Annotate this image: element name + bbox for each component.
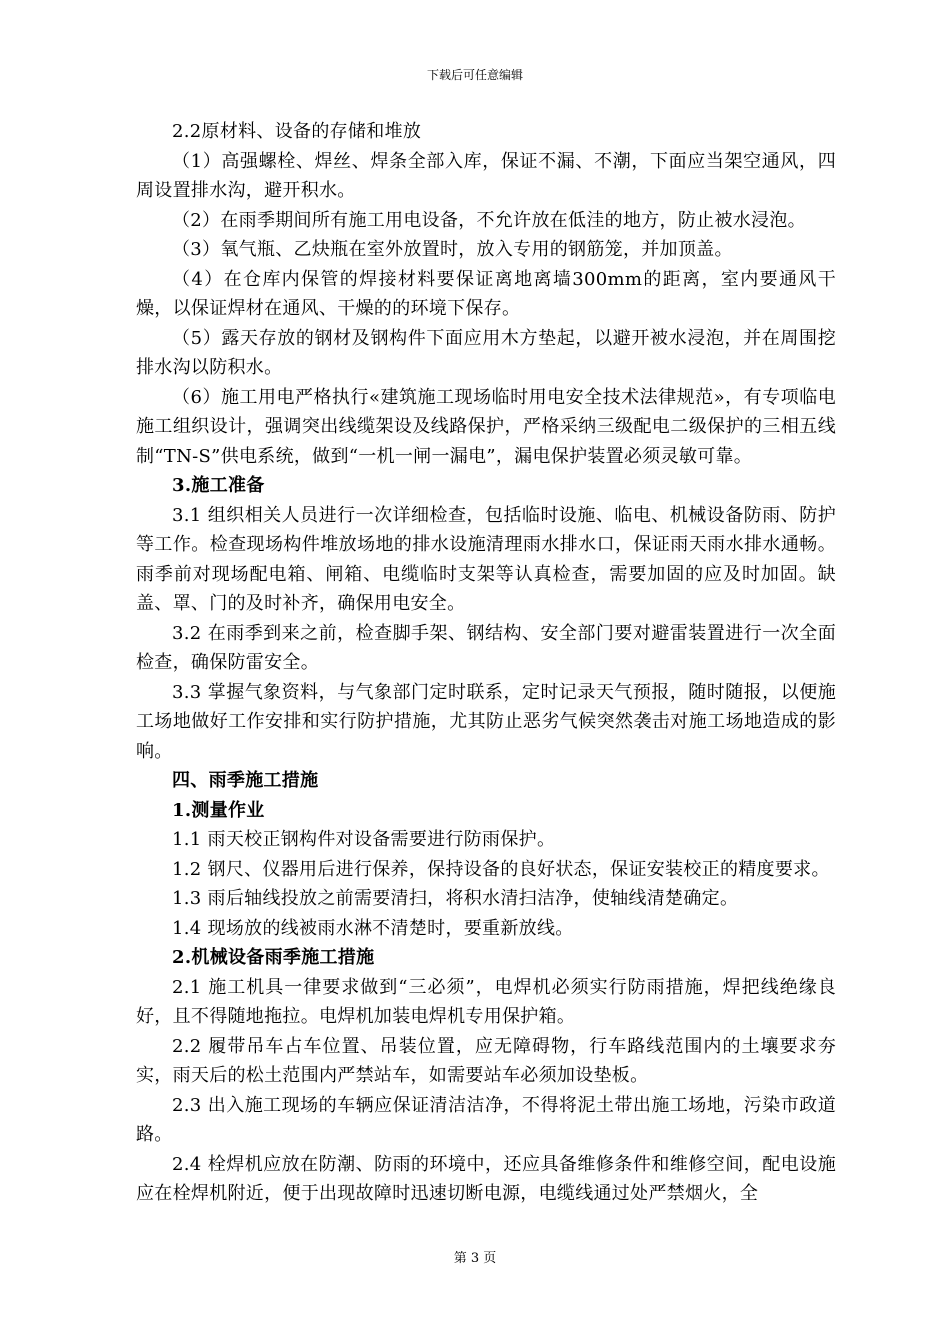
paragraph: 1.3 雨后轴线投放之前需要清扫，将积水清扫洁净，使轴线清楚确定。 bbox=[172, 888, 739, 909]
paragraph: （2）在雨季期间所有施工用电设备，不允许放在低洼的地方，防止被水浸泡。 bbox=[172, 209, 806, 231]
paragraph: 1.1 雨天校正钢构件对设备需要进行防雨保护。 bbox=[172, 829, 556, 850]
paragraph: 2.2原材料、设备的存储和堆放 bbox=[172, 121, 422, 142]
page-header: 下载后可任意编辑 bbox=[426, 68, 523, 82]
paragraph: 2.4 栓焊机应放在防潮、防雨的环境中，还应具备维修条件和维修空间，配电设施应在栓焊机附近，便于出现故障时迅速切断电源，电缆线通过处严禁烟火，全 bbox=[136, 1153, 836, 1204]
paragraph: 1.2 钢尺、仪器用后进行保养，保持设备的良好状态，保证安装校正的精度要求。 bbox=[172, 858, 830, 880]
paragraph: 3.2 在雨季到来之前，检查脚手架、钢结构、安全部门要对避雷装置进行一次全面检查，确保防雷安全。 bbox=[136, 622, 836, 673]
paragraph: （4）在仓库内保管的焊接材料要保证离地离墙300mm的距离，室内要通风干燥，以保证焊材在通风、干燥的的环境下保存。 bbox=[136, 268, 836, 319]
paragraph: 3.1 组织相关人员进行一次详细检查，包括临时设施、临电、机械设备防雨、防护等工作。检查现场构件堆放场地的排水设施清理雨水排水口，保证雨天雨水排水通畅。雨季前对现场配电箱、闸箱、电缆临时支架等认真检查，需要加固的应及时加固。缺盖、罩、门的及时补齐，确保用电安全。 bbox=[136, 504, 836, 614]
paragraph: 2.2 履带吊车占车位置、吊装位置，应无障碍物，行车路线范围内的土壤要求夯实，雨天后的松土范围内严禁站车，如需要站车必须加设垫板。 bbox=[136, 1035, 836, 1086]
paragraph: （3）氧气瓶、乙炔瓶在室外放置时，放入专用的钢筋笼，并加顶盖。 bbox=[172, 239, 733, 260]
section-heading: 2.机械设备雨季施工措施 bbox=[172, 947, 375, 968]
paragraph: 2.3 出入施工现场的车辆应保证清洁洁净，不得将泥土带出施工场地，污染市政道路。 bbox=[136, 1094, 836, 1145]
section-heading: 3.施工准备 bbox=[172, 475, 265, 496]
paragraph: 1.4 现场放的线被雨水淋不清楚时，要重新放线。 bbox=[172, 917, 574, 939]
paragraph: （5）露天存放的钢材及钢构件下面应用木方垫起，以避开被水浸泡，并在周围挖排水沟以防积水。 bbox=[136, 327, 836, 378]
section-heading: 四、雨季施工措施 bbox=[172, 770, 319, 791]
paragraph: （6）施工用电严格执行«建筑施工现场临时用电安全技术法律规范»，有专项临电施工组织设计，强调突出线缆架设及线路保护，严格采纳三级配电二级保护的三相五线制“TN-S”供电系统，做到“一机一闸一漏电”，漏电保护装置必须灵敏可靠。 bbox=[136, 386, 836, 467]
section-heading: 1.测量作业 bbox=[172, 799, 265, 821]
paragraph: 2.1 施工机具一律要求做到“三必须”，电焊机必须实行防雨措施，焊把线绝缘良好，且不得随地拖拉。电焊机加装电焊机专用保护箱。 bbox=[136, 976, 836, 1027]
page-footer: 第 3 页 bbox=[453, 1251, 497, 1266]
paragraph: 3.3 掌握气象资料，与气象部门定时联系，定时记录天气预报，随时随报，以便施工场地做好工作安排和实行防护措施，尤其防止恶劣气候突然袭击对施工场地造成的影响。 bbox=[136, 681, 836, 762]
paragraph: （1）高强螺栓、焊丝、焊条全部入库，保证不漏、不潮，下面应当架空通风，四周设置排水沟，避开积水。 bbox=[136, 150, 836, 201]
document-body bbox=[136, 117, 836, 1209]
